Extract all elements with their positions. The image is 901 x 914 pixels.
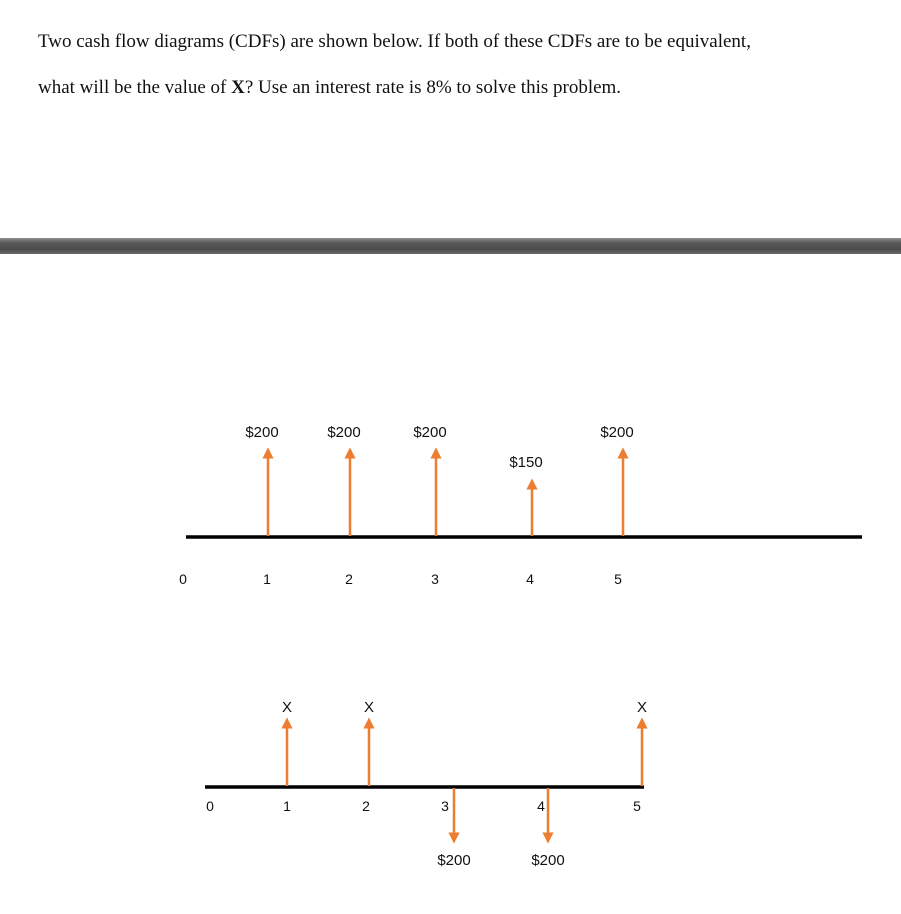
- cash-flow-amount-label: X: [281, 699, 293, 716]
- question-line-2-end: ? Use an interest rate is 8% to solve this problem.: [244, 77, 622, 98]
- period-label: 0: [206, 798, 214, 814]
- cash-flow-amount-label: $200: [245, 424, 279, 441]
- question-line-1: Two cash flow diagrams (CDFs) are shown below. If both of these CDFs are to be equivalent,: [38, 31, 751, 52]
- period-label: 0: [179, 571, 187, 587]
- period-label: 3: [431, 571, 439, 587]
- period-label: 4: [537, 798, 545, 814]
- period-label: 5: [614, 571, 622, 587]
- cash-flow-amount-label: $200: [531, 852, 565, 869]
- period-label: 2: [345, 571, 353, 587]
- cash-flow-amount-label: $200: [600, 424, 634, 441]
- period-label: 1: [283, 798, 291, 814]
- period-label: 5: [633, 798, 641, 814]
- cash-flow-diagram-2: [205, 699, 647, 869]
- cash-flow-amount-label: X: [636, 699, 648, 716]
- cash-flow-amount-label: $150: [509, 454, 543, 471]
- variable-x: X: [231, 77, 245, 98]
- cash-flow-amount-label: $200: [413, 424, 447, 441]
- cash-flow-amount-label: $200: [327, 424, 361, 441]
- cash-flow-amount-label: X: [363, 699, 375, 716]
- period-label: 1: [263, 571, 271, 587]
- cash-flow-diagram-1: [179, 424, 862, 587]
- period-label: 3: [441, 798, 449, 814]
- period-label: 4: [526, 571, 534, 587]
- cash-flow-amount-label: $200: [437, 852, 471, 869]
- period-label: 2: [362, 798, 370, 814]
- question-line-2-start: what will be the value of: [38, 77, 232, 98]
